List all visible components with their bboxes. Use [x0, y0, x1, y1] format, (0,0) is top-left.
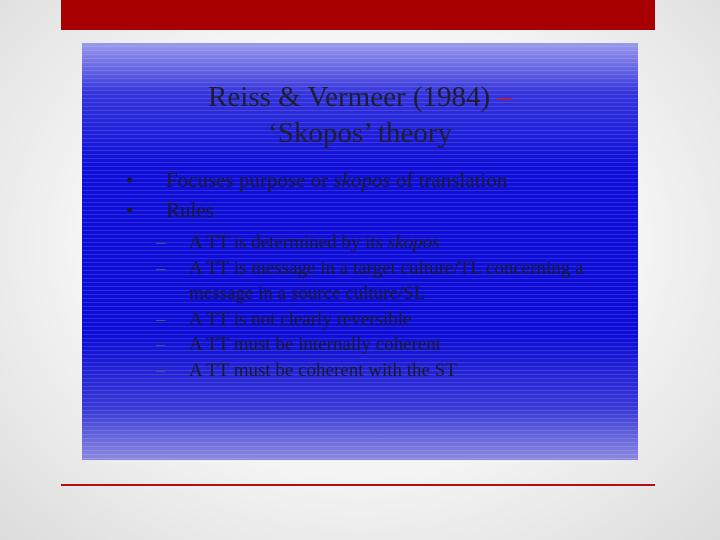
- sub-bullet-item: [82, 358, 638, 384]
- bullet-item: [82, 165, 638, 195]
- dash-marker: –: [156, 334, 166, 355]
- sub-bullet-item: [82, 332, 638, 358]
- bullet-text: Focuses purpose or skopos of translation: [166, 168, 508, 192]
- bullet-marker: •: [126, 168, 134, 192]
- bullet-item: [82, 195, 638, 225]
- title-line-2: ‘Skopos’ theory: [268, 117, 452, 149]
- title-line-1: Reiss & Vermeer (1984): [208, 81, 491, 113]
- dash-marker: –: [156, 308, 166, 330]
- bullet-marker: •: [126, 198, 134, 222]
- sub-bullet-item: [82, 307, 638, 333]
- bullet-list: [82, 165, 638, 225]
- slide-image: [82, 43, 638, 460]
- dash-marker: –: [156, 359, 166, 381]
- sub-bullet-item: [82, 230, 638, 256]
- sub-bullet-text: A TT is determined by its skopos: [189, 232, 440, 253]
- sub-bullet-text: A TT is not clearly reversible: [189, 308, 412, 330]
- title-dash: –: [497, 81, 512, 113]
- top-accent-bar: [61, 0, 655, 30]
- bottom-divider: [61, 484, 655, 486]
- bullet-text: Rules: [166, 198, 214, 222]
- sub-bullet-item: [82, 256, 638, 307]
- slide-title: [82, 79, 638, 151]
- dash-marker: –: [156, 232, 166, 253]
- sub-bullet-text: A TT must be internally coherent: [189, 334, 442, 355]
- rules-sublist: [82, 230, 638, 383]
- dash-marker: –: [156, 257, 166, 279]
- sub-bullet-text: A TT must be coherent with the ST: [189, 359, 457, 381]
- sub-bullet-text: A TT is message in a target culture/TL concerning a message in a source culture/SL: [189, 257, 584, 304]
